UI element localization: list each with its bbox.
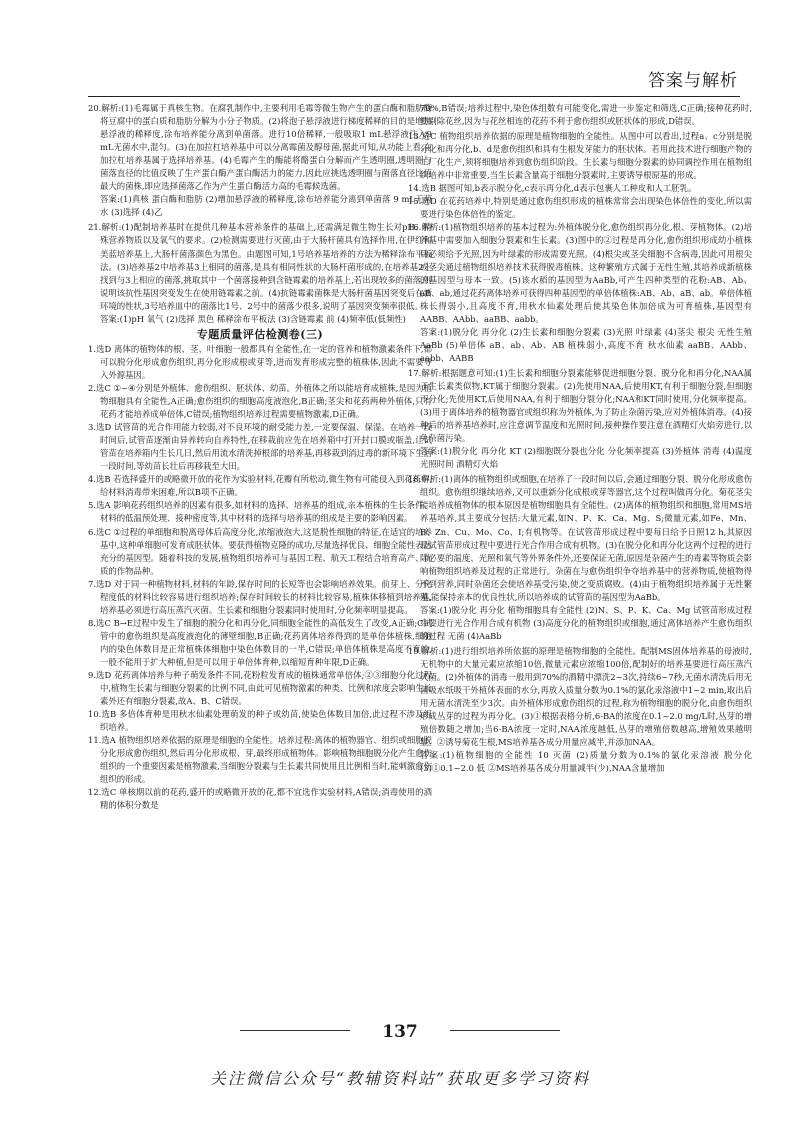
left-column — [88, 102, 432, 813]
explanation-paragraph: 18.解析:(1)离体的植物组织或细胞,在培养了一段时间以后,会通过细胞分裂、脱分化形成愈伤组织。愈伤组织继续培养,又可以重新分化成根或芽等器官,这个过程叫做再分化。菊花茎尖能培养成植物体的根本原因是植物细胞具有全能性。(2)离体的植物组织和细胞,常用MS培养基培养,其主要成分包括:大量元素,如N、P、K、Ca、Mg、S;微量元素,如Fe、Mn、B、Zn、Cu、Mo、Co、I;有机物等。在试管苗形成过程中要每日给予日照12 h,其原因是试管苗形成过程中要进行光合作用合成有机物。(3)在脱分化和再分化这两个过程的进行除必要的温度、光照和氧气等外界条件外,还要保证无菌,原因是杂菌产生的毒素等物质会影响植物组织培养及过程的正常进行。杂菌在与愈伤组织争夺培养基中的营养物质,使植物得不到营养,同时杂菌还会使培养基受污染,使之变质腐败。(4)由于植物组织培养属于无性繁殖,能保持亲本的优良性状,所以培养成的试管苗的基因型为AaBb。 — [408, 474, 752, 602]
explanation-paragraph: 20.解析:(1)毛霉属于真核生物。在腐乳制作中,主要利用毛霉等微生物产生的蛋白酶和脂肪酶将豆腐中的蛋白质和脂肪分解为小分子物质。(2)将泡子悬浮液进行梯度稀释的目的是增加悬浮液的稀释度,涂布培养能分离到单菌落。进行10倍稀释,一般吸取1 mL悬浮液注入9 mL无菌水中,混匀。(3)在加拉杠培养基中可以分离霉菌及醇母菌,据此可知,从功能上看,在加拉杠培养基属于选择培养基。(4)毛霉产生的酶能将酪蛋白分解而产生透明圈,透明圈与菌落直径的比值反映了生产蛋白酶产蛋白酶活力的能力,因此应挑选透明圈与菌落直径比值最大的菌株,即应选择菌落乙作为产生蛋白酶活力高的毛霉候选菌。 — [88, 103, 432, 192]
explanation-paragraph: 5.选A 影响花药组织培养的因素有很多,如材料的选择、培养基的组成,亲本植株的生长条件、材料的低温预处理、接种密度等,其中材料的选择与培养基的组成是主要的影响因素。 — [88, 500, 432, 524]
header-title: 答案与解析 — [648, 71, 738, 91]
explanation-paragraph: 1.选D 离体的植物体的根、茎、叶细胞一般都具有全能性,在一定的营养和植物激素条件下,都可以脱分化形成愈伤组织,再分化形成根或芽等,进而发育形成完整的植株体,因此不需要导入外源基因。 — [88, 343, 432, 380]
explanation-paragraph: 11.选A 植物组织培养依据的原理是细胞的全能性。培养过程:离体的植物器官、组织或细胞脱分化形成愈伤组织,然后再分化形成根、芽,最终形成植物体。影响植物细胞脱分化产生愈伤组织的一个重要因素是植物激素,当细胞分裂素与生长素共同使用且比例相当时,能刺激愈伤组织的形成。 — [88, 735, 432, 785]
explanation-paragraph: 16.解析:(1)植物组织培养的基本过程为:外植体脱分化,愈伤组织再分化,根、芽植物体。(2)培养基中需要加入细胞分裂素和生长素。(3)图中的②过程是再分化,愈伤组织形成幼小植株后必须给予光照,因为叶绿素的形成需要光照。(4)根尖或茎尖细胞不含病毒,因此可用根尖或茎尖通过植物组织培养技术获得脱毒植株。这种繁殖方式属于无性生殖,其培养成新植株的基因型与母本一致。(5)该水稻的基因型为AaBb,可产生四种类型的花粉:AB、Ab、aB、ab,通过花药离体培养可获得四种基因型的单倍体植株:AB、Ab、aB、ab。单倍体植株长得弱小,且高度不育,用秋水仙素处理后使其染色体加倍成为可育植株,基因型有AABB、AAbb、aaBB、aabb。 — [408, 222, 752, 324]
answer-paragraph: 答案:(1)真核 蛋白酶和脂肪 (2)增加悬浮液的稀释度,涂布培养能分离到单菌落 9 mL无菌水 (3)选择 (4)乙 — [100, 194, 432, 218]
explanation-paragraph: 13.选C 植物组织培养依据的原理是植物细胞的全能性。从图中可以看出,过程a、c分别是脱分化和再分化,b、d是愈伤组织和具有生根发芽能力的胚状体。若用此技术进行细胞产物的工厂化生产,须将细胞培养到愈伤组织阶段。生长素与细胞分裂素的协同调控作用在植物组织培养中非常重要,当生长素含量高于细胞分裂素时,主要诱导根原基的形成。 — [408, 131, 752, 181]
page-number-text: 137 — [372, 1022, 428, 1042]
explanation-paragraph: 21.解析:(1)配制培养基时在提供几种基本营养条件的基础上,还需满足微生物生长对pH、特殊营养物质以及氧气的要求。(2)检测需要进行灭菌,由于大肠杆菌具有选择作用,在伊红和美蓝培养基上,大肠杆菌落颜色为黑色。由题图可知,1号培养基培养的方法为稀释涂布平板法。(3)培养基2中培养基3上相同的菌落,是具有相同性状的大肠杆菌形成的,在培养基2上找到与3上相应的菌落,挑取其中一个菌落接种到含链霉素的培养基上,若出现较多的菌落,则说明该抗性基因突变发生在使用链霉素之前。(4)抗链霉素菌株是大肠杆菌基因突变后在新环境的性状,3号培养皿中的菌落比1号、2号中的菌落少很多,说明了基因突变频率很低。 — [88, 222, 432, 311]
answer-paragraph: 答案:(1)pH 氧气 (2)选择 黑色 稀释涂布平板法 (3)含链霉素 前 (4)频率低(低频性) — [100, 313, 406, 324]
explanation-paragraph: 14.选B 据图可知,b表示脱分化,c表示再分化,d表示包裹人工种皮和人工胚乳。 — [408, 183, 697, 194]
explanation-paragraph: 8.选C B→E过程中发生了细胞的脱分化和再分化,同细胞全能性的高低发生了改变,A正确;C试管中的愈伤组织是高度液泡化的薄壁细胞,B正确;花药离体培养得到的是单倍体植株,细胞内的染色体数目是正常植株体细胞中染色体数目的一半,C错误;单倍体植株是高度不育的,一般不能用于扩大种植,但是可以用于单倍体育种,以缩短育种年限,D正确。 — [88, 617, 432, 667]
explanation-paragraph: 7.选D 对于同一种植物材料,材料的年龄,保存时间的长短等也会影响培养效果。前芽上、分化程度低的材料比较容易进行组织培养;保存时间较长的材料比较容易,植株体移植到培养基,培养基必须进行高压蒸汽灭菌。生长素和细胞分裂素同时使用时,分化频率明显提高。 — [88, 578, 432, 615]
answer-paragraph: 答案:(1)脱分化 再分化 植物细胞具有全能性 (2)N、S、P、K、Ca、Mg 试管苗形成过程中要进行光合作用合成有机物 (3)高度分化的植物组织或细胞,通过离体培养产生愈伤组织的过程 无菌 (4)AaBb — [420, 604, 752, 641]
explanation-paragraph: 2.选C ①~④分别是外植体、愈伤组织、胚状体、幼苗。外植体之所以能培育成植株,是因为植物细胞具有全能性,A正确;愈伤组织的细胞高度液泡化,B正确;茎尖和花药两种外植体,只有花药才能培养成单倍体,C错误;植物组织培养过程需要植物激素,D正确。 — [88, 382, 432, 420]
answer-paragraph: 答案:(1)植物细胞的全能性 10 灭菌 (2)质量分数为0.1%的氯化汞溶液 脱分化 (3)①0.1~2.0 低 ②MS培养基各成分用量减半(少),NAA含量增加 — [420, 750, 752, 774]
right-column — [408, 102, 752, 777]
footer-watermark: 关注微信公众号“教辅资料站”获取更多学习资料 — [209, 1069, 591, 1088]
explanation-paragraph: 70%,B错误;培养过程中,染色体组数有可能变化,需进一步鉴定和筛选,C正确;接种花药时,要剔除花丝,因为与花丝相连的花药不利于愈伤组织或胚状体的形成,D错误。 — [420, 103, 752, 127]
answer-paragraph: 答案:(1)脱分化 再分化 KT (2)细胞既分裂也分化 分化频率提高 (3)外植体 消毒 (4)温度 光照时间 酒精灯火焰 — [420, 446, 752, 470]
explanation-paragraph: 6.选C ①过程的单细胞和脱离母体后高度分化,浓缩液泡大,这是脱性细胞的特征,在适宜的培养基中,这种单细胞可发育成胚状体。要获得植物克隆的成功,尽量选择优良、细胞全能性表达充分的基因型。随着科技的发展,植物组织培养可与基因工程、航天工程结合培育高产、优质的作物品种。 — [88, 526, 432, 576]
explanation-paragraph: 19.解析:(1)进行组织培养所依据的原理是植物细胞的全能性。配制MS固体培养基的母液时,无机物中的大量元素应浓缩10倍,微量元素应浓缩100倍,配制好的培养基要进行高压蒸汽灭菌。(2)外植体的消毒一般用到70%的酒精中漂洗2~3次,持续6~7秒,无菌水清洗后用无菌吸水纸吸干外植体表面的水分,再放入质量分数为0.1%的氯化汞溶液中1~2 min,取出后用无菌水清洗至少3次。由外植体形成愈伤组织的过程,称为植物细胞的脱分化,由愈伤组织形成丛芽的过程为再分化。(3)①根据表格分析,6-BA的浓度在0.1~2.0 mg/L时,丛芽的增殖倍数随之增加;当6-BA浓度一定时,NAA浓度越低,丛芽的增殖倍数越高,增殖效果越明显。②诱导菊花生根,MS培养基各成分用量应减半,并添加NAA。 — [408, 645, 752, 748]
page-number — [0, 1022, 800, 1042]
explanation-paragraph: 12.选C 单核期以前的花药,盛开的或略微开放的花,都不宜选作实验材料,A错误;消毒使用的酒精的体积分数是 — [88, 787, 432, 811]
section-title: 专题质量评估检测卷(三) — [196, 327, 324, 341]
explanation-paragraph: 9.选D 花药离体培养与种子萌发条件不同,花粉粒发育成的植株通常单倍体;②③细胞分化过程中,植物生长素与细胞分裂素的比例不同,由此可见植物激素的种类、比例和浓度会影响生长素外还有细胞分裂素,故A、B、C错误。 — [88, 670, 432, 707]
explanation-paragraph: 4.选B 若选择盛开的或略微开放的花作为实验材料,花瓣有所松动,微生物有可能侵入到花药中,给材料消毒带来困难,所以B项不正确。 — [88, 474, 432, 498]
explanation-paragraph: 15.选D 在花药培养中,特别是通过愈伤组织形成的植株常常会出现染色体倍性的变化,所以需要进行染色体倍性的鉴定。 — [408, 196, 752, 220]
explanation-paragraph: 10.选B 多倍体育种是用秋水仙素处理萌发的种子或幼苗,使染色体数目加倍,此过程不涉及组织培养。 — [88, 709, 432, 733]
explanation-paragraph: 3.选D 试管苗的光合作用能力较弱,对不良环境的耐受能力差,一定要保温、保湿。在培养一段时间后,试管苗逐渐由异养转向自养特性,在移栽前应先在培养箱中打开封口膜或瓶盖,让试管苗在培养箱内生长几日,然后用流水清洗掉根部的培养基,再移栽到消过毒的新环境下生活一段时间,等幼苗长壮后再移栽至大田。 — [88, 422, 432, 472]
page-header — [88, 0, 740, 97]
explanation-paragraph: 17.解析:根据题意可知:(1)生长素和细胞分裂素能够促进细胞分裂、脱分化和再分化,NAA属于生长素类似物,KT属于细胞分裂素。(2)先使用NAA,后使用KT,有利于细胞分裂,但细胞不分化;先使用KT,后使用NAA,有利于细胞分裂分化;NAA和KT同时使用,分化频率提高。(3)用于离体培养的植物器官或组织称为外植体,为了防止杂菌污染,应对外植体消毒。(4)接种后的培养基培养时,应注意调节温度和光照时间,接种操作要注意在酒精灯火焰旁进行,以免杂菌污染。 — [408, 367, 752, 444]
answer-paragraph: 答案:(1)脱分化 再分化 (2)生长素和细胞分裂素 (3)光照 叶绿素 (4)茎尖 根尖 无性生殖 AaBb (5)单倍体 aB、ab、Ab、AB 植株弱小,高度不育 秋水仙素 aaBB、AAbb、aabb、AABB — [420, 326, 752, 363]
